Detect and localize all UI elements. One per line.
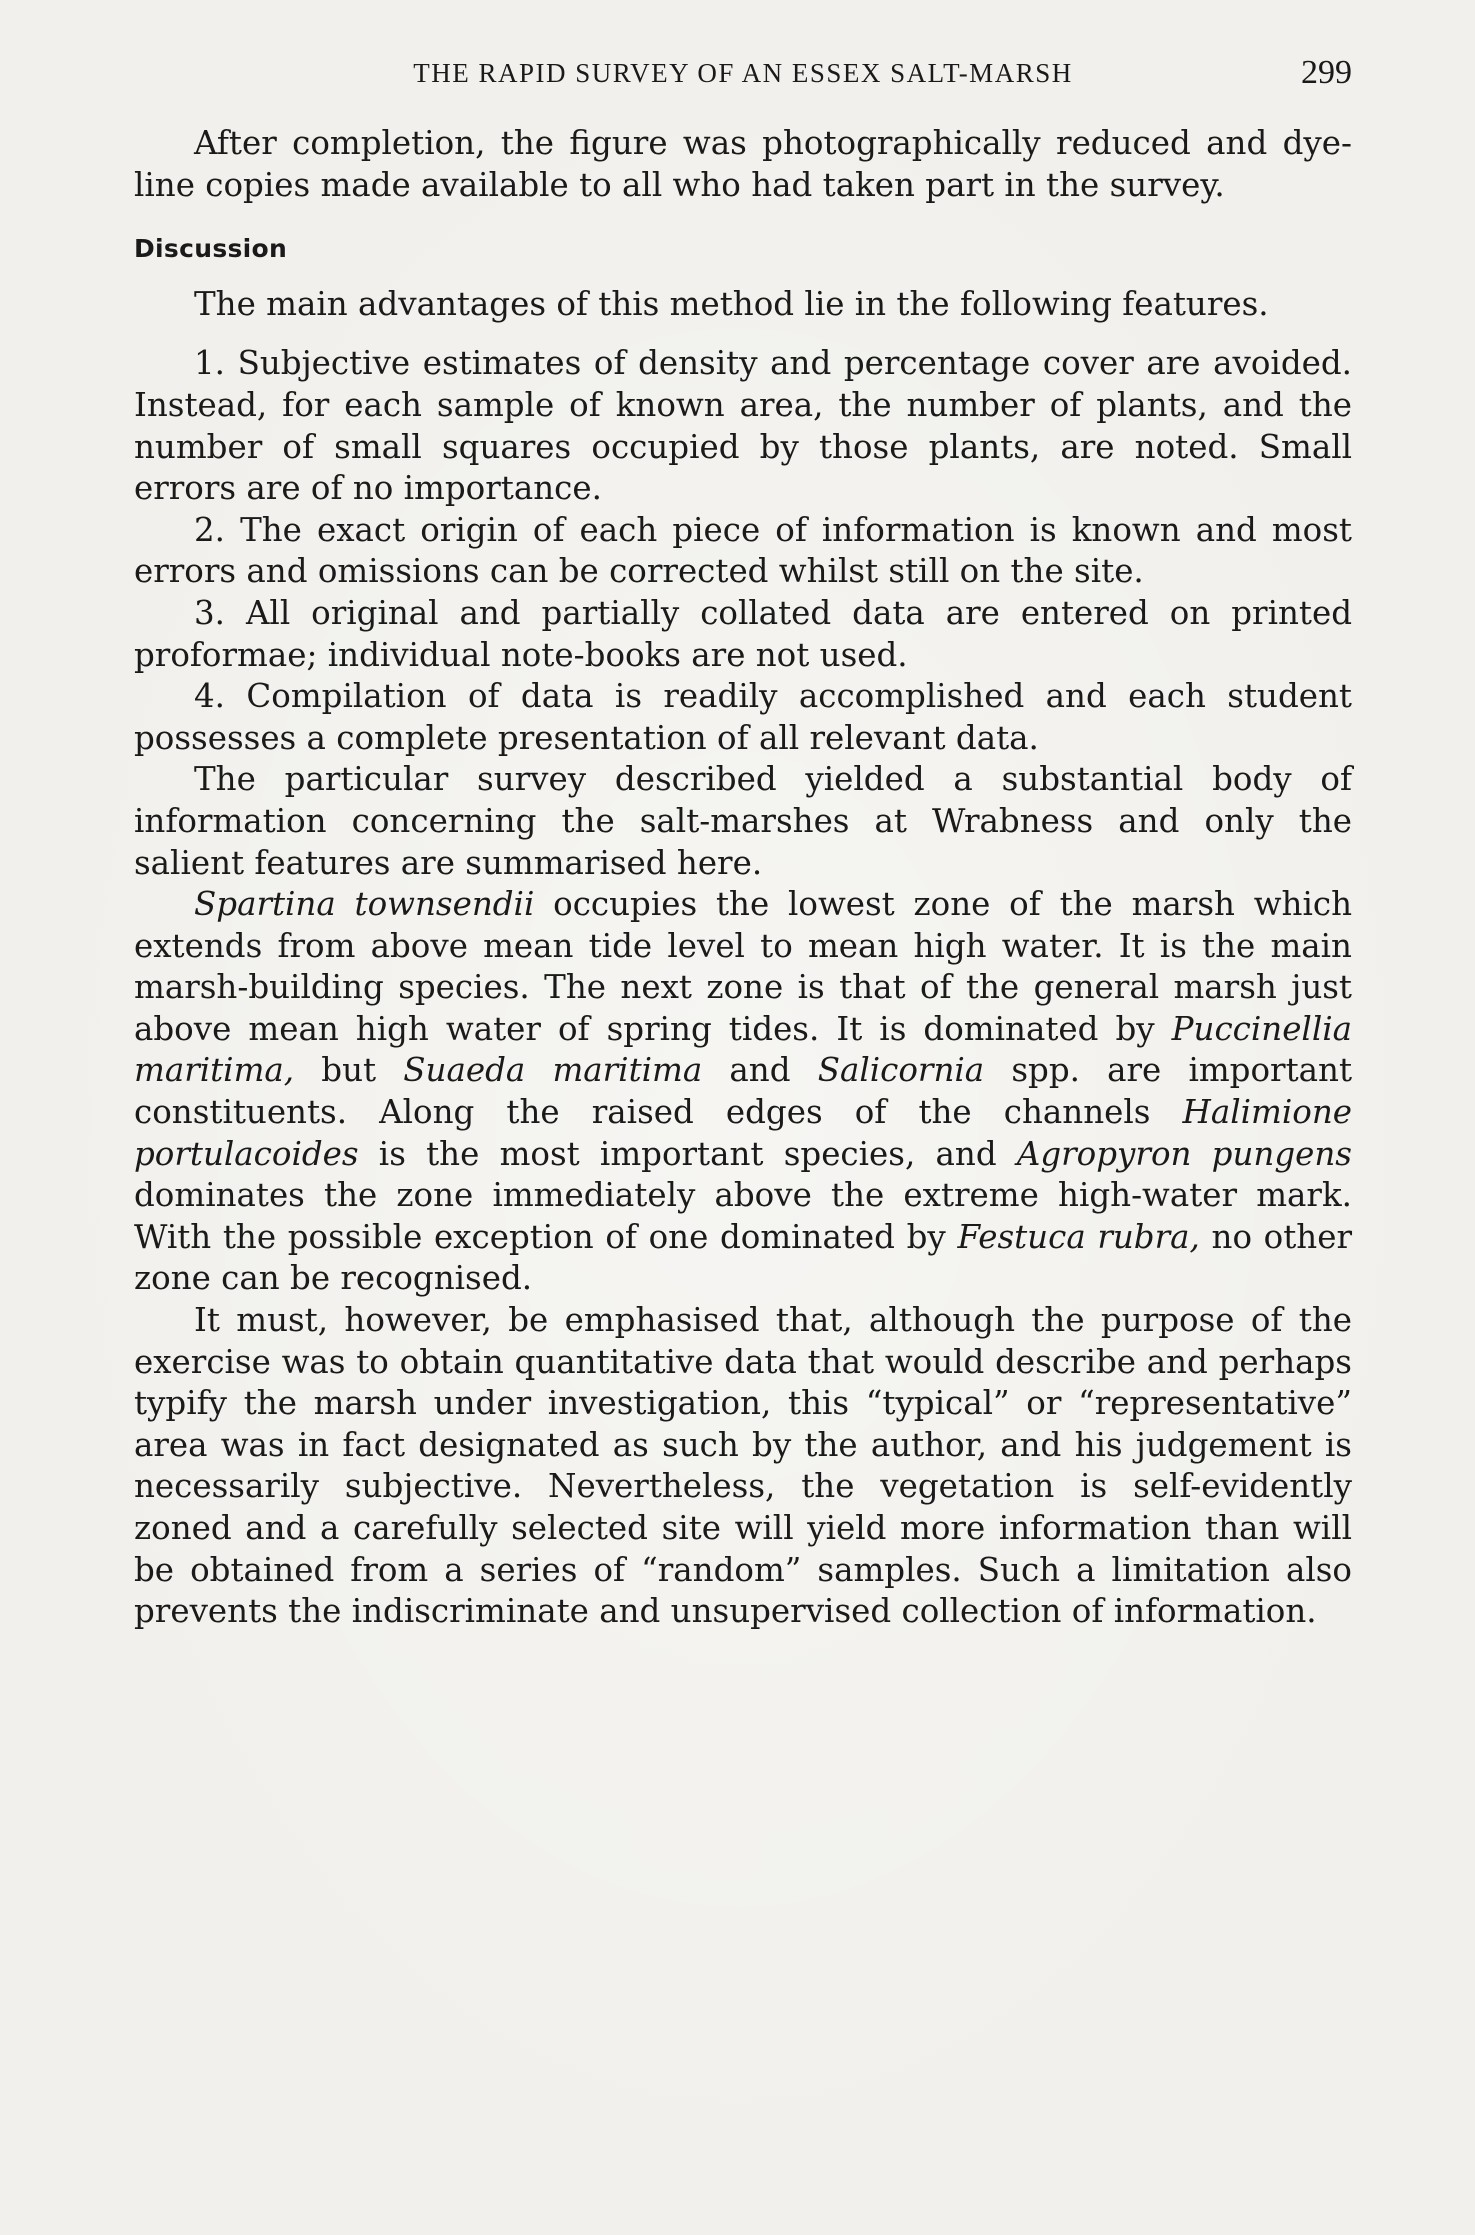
- paragraph-survey-results: The particular survey described yielded a substantial body of information concerning the salt-marshes at Wrabness and only the salient features are summarised here.: [134, 760, 1352, 882]
- zonation-text-7: no other zone can be recognised.: [134, 1217, 1352, 1298]
- species-puccinellia: Puccinellia maritima,: [134, 1009, 1352, 1090]
- paragraph-advantage-3: 3. All original and partially collated data are entered on printed proformae; individual note-books are not used.: [134, 593, 1352, 674]
- zonation-text-3: and: [702, 1051, 818, 1090]
- species-salicornia: Salicornia: [817, 1051, 985, 1090]
- species-spartina: Spartina townsendii: [194, 885, 535, 924]
- paragraph-zonation: [134, 884, 1352, 1300]
- paragraph-limitation: It must, however, be emphasised that, although the purpose of the exercise was to obtain quantitative data that would describe and perhaps typify the marsh under investigation, this “typical” or “representative” area was in fact designated as such by the author, and his judgement is necessarily subjective. Nevertheless, the vegetation is self-evidently zoned and a carefully selected site will yield more information than will be obtained from a series of “random” samples. Such a limitation also prevents the indiscriminate and unsupervised collection of information.: [134, 1301, 1352, 1631]
- page-header: [134, 54, 1352, 98]
- section-heading-discussion: Discussion: [134, 234, 288, 264]
- zonation-text-5: is the most important species, and: [358, 1134, 1017, 1173]
- zonation-text-2: but: [294, 1051, 404, 1090]
- species-halimione: Halimione portulacoides: [134, 1093, 1352, 1173]
- paragraph-advantage-1: 1. Subjective estimates of density and percentage cover are avoided. Instead, for each sample of known area, the number of plants, and the number of small squares occupied by those plants, are noted. Small errors are of no importance.: [134, 344, 1352, 508]
- species-suaeda: Suaeda maritima: [403, 1051, 703, 1090]
- paragraph-survey-completion: After completion, the figure was photographically reduced and dye-line copies made available to all who had taken part in the survey.: [134, 124, 1352, 204]
- zonation-text-1: occupies the lowest zone of the marsh which extends from above mean tide level to mean high water. It is the main marsh-building species. The next zone is that of the general marsh just above mean high water of spring tides. It is dominated by: [134, 885, 1352, 1048]
- species-agropyron: Agropyron pungens: [1016, 1134, 1352, 1173]
- paragraph-advantage-4: 4. Compilation of data is readily accomplished and each student possesses a complete presentation of all relevant data.: [134, 677, 1352, 757]
- paragraph-advantage-2: 2. The exact origin of each piece of information is known and most errors and omissions can be corrected whilst still on the site.: [134, 510, 1352, 591]
- body-text: [134, 123, 1352, 1633]
- zonation-text-6: dominates the zone immediately above the extreme high-water mark. With the possible exception of one dominated by: [134, 1176, 1352, 1256]
- running-head: THE RAPID SURVEY OF AN ESSEX SALT-MARSH: [413, 58, 1073, 88]
- page-number: 299: [1301, 54, 1352, 91]
- species-festuca: Festuca rubra,: [957, 1217, 1200, 1256]
- paragraph-advantages-intro: The main advantages of this method lie in the following features.: [194, 284, 1269, 323]
- zonation-text-4: spp. are important constituents. Along the raised edges of the channels: [134, 1051, 1353, 1132]
